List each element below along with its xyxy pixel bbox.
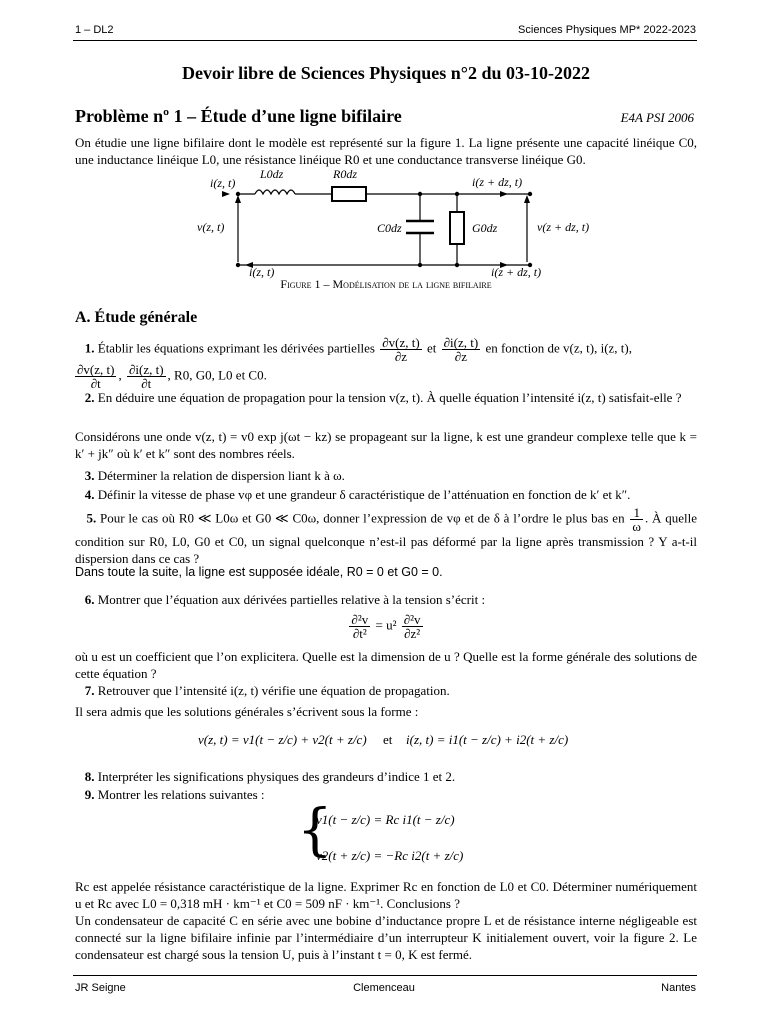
footer-left: JR Seigne (75, 982, 126, 994)
fig-label-i-right-top: i(z + dz, t) (472, 175, 523, 189)
footer-right: Nantes (661, 982, 696, 994)
question-1: 1. Établir les équations exprimant les dérivées partielles $\frac{\partial v(z, t)}{\partial z}$ et $\frac{\partial i(z, t)}{\partial z}$ en fonction de v(z, t), i(z, t), $\frac{\partial v(z, t)}{\partial t}$ , $\frac{\partial i(z, t)}{\partial t}$ , R0, G0, L0 et C0. (77, 335, 632, 391)
fig-label-v-right: v(z + dz, t) (537, 220, 590, 234)
fig-label-G: G0dz (472, 221, 498, 235)
fig-label-i-left: i(z, t) (210, 176, 236, 190)
wave-paragraph: Considérons une onde v(z, t) = v0 exp j(ωt − kz) se propageant sur la ligne, k est une grandeur complexe telle que k = k′ + jk″ où k′ et k″ sont des nombres réels. (75, 429, 697, 461)
rc-paragraph: Rc est appelée résistance caractéristique de la ligne. Exprimer Rc en fonction de L0 et C0. Déterminer numériquement u et Rc avec L0 = 0,318 mH · km⁻¹ et C0 = 509 nF · km⁻¹. Conclusions ? (75, 879, 697, 911)
question-6: 6. Montrer que l’équation aux dérivées partielles relative à la tension s’écrit : (84, 592, 486, 607)
relations-brace: { (297, 798, 333, 863)
solution-v: v(z, t) = v1(t − z/c) + v2(t + z/c) (198, 732, 367, 747)
ideal-line-statement: Dans toute la suite, la ligne est supposée idéale, R0 = 0 et G0 = 0. (75, 565, 443, 579)
capacitor-paragraph: Un condensateur de capacité C en série avec une bobine d’inductance propre L et de résistance interne négligeable est connecté sur la ligne bifilaire infinie par l’intermédiaire d’un interrupteur K initialement ouvert, voir la figure 2. Le condensateur est chargé sous la tension U, puis à l’instant t = 0, K est fermé. (75, 913, 697, 962)
question-5: 5. Pour le cas où R0 ≪ L0ω et G0 ≪ C0ω, donner l’expression de vφ et de δ à l’ordre le plus bas en $\frac{1}{\omega}$ . À quelle condition sur R0, L0, G0 et C0, un signal quelconque n’est-il pas déformé par la ligne après transmission ? Y a-t-il dispersion dans ce cas ? (75, 505, 698, 566)
question-4: 4. Définir la vitesse de phase vφ et une grandeur δ caractéristique de l’atténuation en fonction de k′ et k″. (84, 487, 631, 502)
relation-1: v1(t − z/c) = Rc i1(t − z/c) (316, 812, 455, 827)
fig-label-i-bottom-left: i(z, t) (249, 265, 275, 279)
fig-label-v-left: v(z, t) (197, 220, 225, 234)
header-left: 1 – DL2 (75, 24, 114, 36)
problem-source: E4A PSI 2006 (620, 110, 694, 125)
solution-i: i(z, t) = i1(t − z/c) + i2(t + z/c) (406, 732, 569, 747)
section-title: A. Étude générale (75, 309, 198, 326)
footer-rule (73, 975, 697, 976)
fig-label-i-bottom-right: i(z + dz, t) (491, 265, 542, 279)
question-8: 8. Interpréter les significations physiques des grandeurs d’indice 1 et 2. (84, 769, 456, 784)
intro-paragraph: On étudie une ligne bifilaire dont le modèle est représenté sur la figure 1. La ligne présente une capacité linéique C0, une inductance linéique L0, une résistance linéique R0 et une conductance transverse linéique G0. (75, 135, 697, 167)
question-9: 9. Montrer les relations suivantes : (84, 787, 265, 802)
solution-and: et (383, 732, 393, 747)
relation-2: v2(t + z/c) = −Rc i2(t + z/c) (316, 848, 464, 863)
header-rule (73, 40, 697, 41)
question-3: 3. Déterminer la relation de dispersion liant k à ω. (84, 468, 345, 483)
problem-title: Problème nº 1 – Étude d’une ligne bifilaire (75, 106, 402, 126)
question-2: 2. En déduire une équation de propagation pour la tension v(z, t). À quelle équation l’intensité i(z, t) satisfait-elle ? (84, 390, 682, 405)
header-right: Sciences Physiques MP* 2022-2023 (518, 24, 696, 36)
question-7: 7. Retrouver que l’intensité i(z, t) vérifie une équation de propagation. (84, 683, 450, 698)
page-title: Devoir libre de Sciences Physiques n°2 du 03-10-2022 (181, 63, 591, 83)
question-6-followup: où u est un coefficient que l’on explicitera. Quelle est la dimension de u ? Quelle est la forme générale des solutions de cette équation ? (75, 649, 697, 681)
fig-label-C: C0dz (377, 221, 402, 235)
footer-center: Clemenceau (353, 982, 415, 994)
figure-caption: Figure 1 – Modélisation de la ligne bifilaire (280, 277, 492, 291)
equation-propagation: $\frac{\text{∂²v}}{\text{∂t²}}$ = u² $\frac{\text{∂²v}}{\text{∂z²}}$ (351, 612, 421, 641)
general-solutions-intro: Il sera admis que les solutions générales s’écrivent sous la forme : (75, 704, 419, 719)
fig-label-L: L0dz (260, 167, 284, 181)
fig-label-R: R0dz (333, 167, 357, 181)
